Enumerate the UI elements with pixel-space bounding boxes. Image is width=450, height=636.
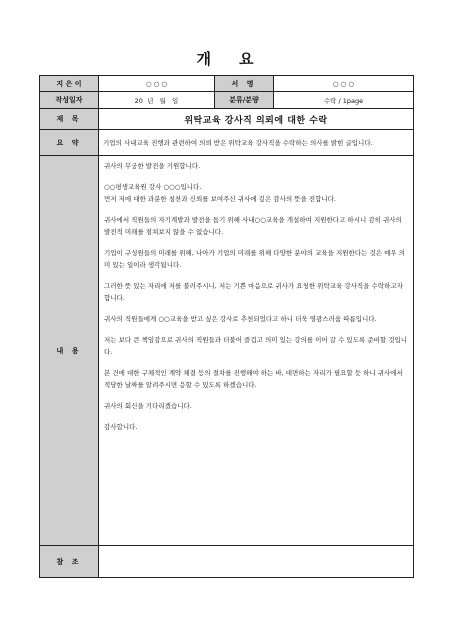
subject-label: 제 목 bbox=[40, 109, 99, 130]
author-row bbox=[40, 76, 414, 92]
category-label: 분류/분량 bbox=[215, 92, 274, 109]
summary-form-table bbox=[39, 75, 414, 578]
title-char-1: 개 bbox=[196, 50, 211, 68]
content-paragraph-1: 귀사에서 직원들의 자기계발과 발전을 돕기 위해 사내○○교육을 개설하여 지원한다고 하시니 감히 귀사의 발전적 미래를 점쳐보지 않을 수 없습니다. bbox=[104, 216, 402, 236]
subject-row bbox=[40, 109, 414, 130]
content-closing: 감사합니다. bbox=[104, 423, 138, 431]
summary-value: 기업의 사내교육 진행과 관련하여 의뢰 받은 위탁교육 강사직을 수락하는 의사를 밝힌 글입니다. bbox=[99, 130, 414, 156]
date-row bbox=[40, 92, 414, 109]
reference-label: 참 조 bbox=[40, 546, 99, 578]
content-paragraph-5: 저는 보다 큰 책임감으로 귀사의 직원들과 더불어 즐겁고 의미 있는 강의를 이어 갈 수 있도록 준비할 것입니다. bbox=[104, 336, 408, 356]
content-paragraph-2: 기업이 구성원들의 미래를 위해, 나아가 기업의 미래를 위해 다양한 분야의 교육을 지원한다는 것은 매우 의미 있는 일이라 생각됩니다. bbox=[104, 249, 405, 269]
content-paragraph-7: 귀사의 회신을 기다리겠습니다. bbox=[104, 402, 192, 410]
content-greeting: 귀사의 무궁한 발전을 기원합니다. bbox=[104, 162, 201, 170]
subject-value: 위탁교육 강사직 의뢰에 대한 수락 bbox=[99, 109, 414, 130]
content-paragraph-6: 본 건에 대한 구체적인 계약 체결 등의 절차를 진행해야 하는 바, 대면하는 자리가 필요할 듯 하니 귀사에서 적당한 날짜를 알려주시면 응할 수 있도록 하겠습니다. bbox=[104, 369, 403, 389]
content-paragraph-4: 귀사의 직원들에게 ○○교육을 받고 싶은 강사로 추천되었다고 하니 더욱 영광스러움 따름입니다. bbox=[104, 315, 377, 323]
category-value: 수락 / 1page bbox=[274, 92, 414, 109]
date-value: 20 년 월 일 bbox=[99, 92, 215, 109]
reference-value bbox=[99, 546, 414, 578]
content-row bbox=[40, 156, 414, 546]
document-title bbox=[0, 48, 450, 69]
signature-label: 서 명 bbox=[215, 76, 274, 92]
content-paragraph-3: 그러한 뜻 있는 자리에 저를 불러주시니, 저는 기쁜 마음으로 귀사가 요청한 위탁교육 강사직을 수락하고자 합니다. bbox=[104, 282, 403, 302]
author-label: 지 은 이 bbox=[40, 76, 99, 92]
reference-row bbox=[40, 546, 414, 578]
summary-label: 요 약 bbox=[40, 130, 99, 156]
summary-row bbox=[40, 130, 414, 156]
title-char-2: 요 bbox=[239, 50, 254, 68]
content-intro-2: 먼저 저에 대한 과분한 칭찬과 신뢰를 보여주신 귀사에 깊은 감사의 뜻을 전합니다. bbox=[104, 195, 337, 203]
content-body bbox=[99, 156, 414, 546]
signature-value: ○ ○ ○ bbox=[274, 76, 414, 92]
content-intro-1: ○○평생교육원 강사 ○○○입니다. bbox=[104, 183, 202, 191]
date-label: 작성일자 bbox=[40, 92, 99, 109]
author-value: ○ ○ ○ bbox=[99, 76, 215, 92]
content-label: 내 용 bbox=[40, 156, 99, 546]
